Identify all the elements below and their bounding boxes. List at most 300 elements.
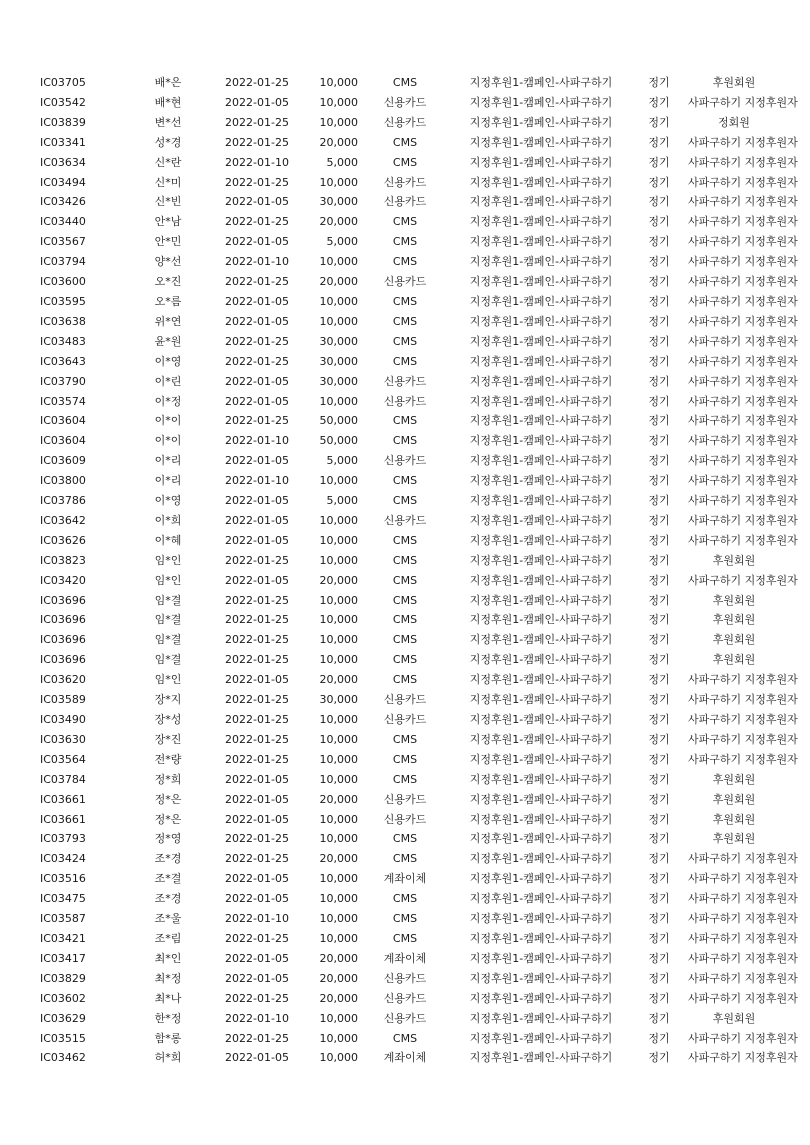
donor-name: 정*희: [154, 772, 182, 786]
payment-method: CMS: [392, 852, 418, 866]
payment-method: CMS: [392, 732, 418, 746]
donor-name: 조*울: [154, 912, 182, 926]
table-row: [40, 969, 780, 989]
donation-date: 2022-01-05: [225, 971, 289, 985]
member-grade: 사파구하기 지정후원자: [688, 255, 798, 269]
donation-amount: 10,000: [319, 314, 358, 328]
donor-id: IC03630: [40, 732, 86, 746]
donor-name: 임*결: [154, 633, 182, 647]
donor-id: IC03515: [40, 1031, 86, 1045]
donor-name: 한*정: [154, 1011, 182, 1025]
table-row: [40, 610, 780, 630]
table-row: [40, 272, 780, 292]
donation-date: 2022-01-25: [225, 593, 289, 607]
payment-method: CMS: [392, 235, 418, 249]
donation-date: 2022-01-05: [225, 812, 289, 826]
donor-id: IC03643: [40, 354, 86, 368]
payment-method: CMS: [392, 414, 418, 428]
table-row: [40, 1009, 780, 1029]
donation-amount: 5,000: [326, 155, 358, 169]
payment-method: 신용카드: [383, 713, 427, 726]
member-grade: 후원회원: [712, 653, 756, 667]
member-grade: 사파구하기 지정후원자: [688, 235, 798, 249]
member-grade: 사파구하기 지정후원자: [688, 175, 798, 189]
donation-amount: 10,000: [319, 912, 358, 926]
member-grade: 사파구하기 지정후원자: [688, 573, 798, 587]
donor-name: 오*진: [154, 275, 182, 289]
donor-name: 윤*원: [154, 334, 182, 348]
donor-name: 임*결: [154, 593, 182, 607]
donor-id: IC03696: [40, 653, 86, 667]
table-row: [40, 531, 780, 551]
payment-method: CMS: [392, 434, 418, 448]
donor-id: IC03609: [40, 454, 86, 468]
donation-date: 2022-01-25: [225, 215, 289, 229]
donation-type: 정기: [648, 454, 670, 468]
table-row: [40, 810, 780, 830]
donation-type: 정기: [648, 971, 670, 985]
table-row: [40, 889, 780, 909]
campaign-name: 지정후원1-캠페인-사파구하기: [469, 255, 613, 269]
donor-id: IC03629: [40, 1011, 86, 1025]
donor-id: IC03567: [40, 235, 86, 249]
member-grade: 후원회원: [712, 1011, 756, 1025]
member-grade: 사파구하기 지정후원자: [688, 95, 798, 109]
donation-date: 2022-01-25: [225, 275, 289, 289]
table-row: [40, 73, 780, 93]
campaign-name: 지정후원1-캠페인-사파구하기: [469, 294, 613, 308]
donation-type: 정기: [648, 513, 670, 527]
donation-date: 2022-01-05: [225, 892, 289, 906]
table-row: [40, 451, 780, 471]
donor-name: 임*인: [154, 553, 182, 567]
donation-amount: 10,000: [319, 95, 358, 109]
donation-amount: 20,000: [319, 215, 358, 229]
donation-amount: 30,000: [319, 334, 358, 348]
campaign-name: 지정후원1-캠페인-사파구하기: [469, 175, 613, 189]
donation-type: 정기: [648, 494, 670, 508]
member-grade: 사파구하기 지정후원자: [688, 155, 798, 169]
donation-amount: 10,000: [319, 1031, 358, 1045]
donation-type: 정기: [648, 832, 670, 846]
donation-date: 2022-01-25: [225, 852, 289, 866]
donor-id: IC03620: [40, 673, 86, 687]
donor-name: 양*선: [154, 255, 182, 269]
table-row: [40, 153, 780, 173]
member-grade: 후원회원: [712, 76, 756, 89]
payment-method: 신용카드: [383, 971, 427, 985]
member-grade: 후원회원: [712, 792, 756, 806]
member-grade: 사파구하기 지정후원자: [688, 474, 798, 488]
donor-id: IC03595: [40, 294, 86, 308]
donation-amount: 10,000: [319, 713, 358, 726]
table-row: [40, 571, 780, 591]
payment-method: CMS: [392, 772, 418, 786]
donation-type: 정기: [648, 76, 670, 89]
payment-method: 계좌이체: [383, 1051, 427, 1065]
member-grade: 사파구하기 지정후원자: [688, 434, 798, 448]
donor-id: IC03462: [40, 1051, 86, 1065]
donation-date: 2022-01-05: [225, 314, 289, 328]
campaign-name: 지정후원1-캠페인-사파구하기: [469, 354, 613, 368]
donation-amount: 20,000: [319, 792, 358, 806]
table-row: [40, 989, 780, 1009]
donor-name: 변*선: [154, 115, 182, 129]
campaign-name: 지정후원1-캠페인-사파구하기: [469, 1031, 613, 1045]
donation-type: 정기: [648, 713, 670, 726]
campaign-name: 지정후원1-캠페인-사파구하기: [469, 474, 613, 488]
campaign-name: 지정후원1-캠페인-사파구하기: [469, 653, 613, 667]
donor-name: 정*영: [154, 832, 182, 846]
table-row: [40, 829, 780, 849]
donor-id: IC03516: [40, 872, 86, 886]
donor-name: 신*빈: [154, 195, 182, 209]
member-grade: 사파구하기 지정후원자: [688, 454, 798, 468]
payment-method: 신용카드: [383, 792, 427, 806]
table-row: [40, 173, 780, 193]
donation-type: 정기: [648, 155, 670, 169]
member-grade: 후원회원: [712, 832, 756, 846]
donation-date: 2022-01-25: [225, 553, 289, 567]
donor-id: IC03440: [40, 215, 86, 229]
payment-method: CMS: [392, 931, 418, 945]
donation-amount: 30,000: [319, 354, 358, 368]
donor-id: IC03794: [40, 255, 86, 269]
donation-type: 정기: [648, 394, 670, 408]
donation-date: 2022-01-05: [225, 772, 289, 786]
payment-method: CMS: [392, 533, 418, 547]
payment-method: CMS: [392, 752, 418, 766]
campaign-name: 지정후원1-캠페인-사파구하기: [469, 434, 613, 448]
donor-name: 이*린: [154, 374, 182, 388]
donor-id: IC03786: [40, 494, 86, 508]
campaign-name: 지정후원1-캠페인-사파구하기: [469, 1011, 613, 1025]
donation-type: 정기: [648, 115, 670, 129]
member-grade: 사파구하기 지정후원자: [688, 494, 798, 508]
payment-method: 신용카드: [383, 275, 427, 289]
donor-name: 이*리: [154, 454, 182, 468]
donation-date: 2022-01-05: [225, 294, 289, 308]
campaign-name: 지정후원1-캠페인-사파구하기: [469, 832, 613, 846]
member-grade: 사파구하기 지정후원자: [688, 1031, 798, 1045]
campaign-name: 지정후원1-캠페인-사파구하기: [469, 872, 613, 886]
payment-method: 계좌이체: [383, 872, 427, 886]
table-row: [40, 551, 780, 571]
payment-method: CMS: [392, 294, 418, 308]
donation-amount: 20,000: [319, 135, 358, 149]
donation-amount: 10,000: [319, 593, 358, 607]
donation-amount: 10,000: [319, 832, 358, 846]
donor-id: IC03341: [40, 135, 86, 149]
donor-id: IC03790: [40, 374, 86, 388]
donor-id: IC03638: [40, 314, 86, 328]
donor-id: IC03574: [40, 394, 86, 408]
table-row: [40, 511, 780, 531]
donation-amount: 20,000: [319, 275, 358, 289]
table-row: [40, 1048, 780, 1068]
member-grade: 사파구하기 지정후원자: [688, 732, 798, 746]
member-grade: 사파구하기 지정후원자: [688, 912, 798, 926]
member-grade: 정회원: [718, 115, 750, 129]
payment-method: 신용카드: [383, 95, 427, 109]
donor-name: 이*이: [154, 434, 182, 448]
donation-type: 정기: [648, 1031, 670, 1045]
donation-date: 2022-01-25: [225, 135, 289, 149]
member-grade: 사파구하기 지정후원자: [688, 533, 798, 547]
donation-date: 2022-01-05: [225, 235, 289, 249]
member-grade: 사파구하기 지정후원자: [688, 513, 798, 527]
member-grade: 후원회원: [712, 613, 756, 627]
payment-method: 계좌이체: [383, 951, 427, 965]
table-row: [40, 949, 780, 969]
campaign-name: 지정후원1-캠페인-사파구하기: [469, 195, 613, 209]
donation-date: 2022-01-05: [225, 513, 289, 527]
payment-method: 신용카드: [383, 513, 427, 527]
donation-type: 정기: [648, 235, 670, 249]
donor-name: 이*영: [154, 494, 182, 508]
campaign-name: 지정후원1-캠페인-사파구하기: [469, 76, 613, 89]
payment-method: CMS: [392, 76, 418, 89]
donation-amount: 10,000: [319, 653, 358, 667]
donation-type: 정기: [648, 912, 670, 926]
table-row: [40, 192, 780, 212]
campaign-name: 지정후원1-캠페인-사파구하기: [469, 533, 613, 547]
campaign-name: 지정후원1-캠페인-사파구하기: [469, 454, 613, 468]
member-grade: 사파구하기 지정후원자: [688, 713, 798, 726]
donation-amount: 10,000: [319, 613, 358, 627]
table-row: [40, 431, 780, 451]
donation-type: 정기: [648, 195, 670, 209]
donation-amount: 10,000: [319, 1011, 358, 1025]
table-row: [40, 1029, 780, 1049]
payment-method: 신용카드: [383, 991, 427, 1005]
donation-date: 2022-01-05: [225, 573, 289, 587]
donation-date: 2022-01-10: [225, 255, 289, 269]
campaign-name: 지정후원1-캠페인-사파구하기: [469, 155, 613, 169]
donation-type: 정기: [648, 752, 670, 766]
payment-method: 신용카드: [383, 374, 427, 388]
table-row: [40, 113, 780, 133]
table-row: [40, 690, 780, 710]
campaign-name: 지정후원1-캠페인-사파구하기: [469, 892, 613, 906]
donation-amount: 10,000: [319, 175, 358, 189]
donor-name: 이*혜: [154, 533, 182, 547]
donor-name: 조*결: [154, 872, 182, 886]
donor-name: 정*은: [154, 792, 182, 806]
donation-date: 2022-01-25: [225, 653, 289, 667]
donation-amount: 10,000: [319, 1051, 358, 1065]
campaign-name: 지정후원1-캠페인-사파구하기: [469, 792, 613, 806]
donor-id: IC03626: [40, 533, 86, 547]
campaign-name: 지정후원1-캠페인-사파구하기: [469, 633, 613, 647]
ledger-body: [40, 73, 798, 1068]
donation-date: 2022-01-10: [225, 155, 289, 169]
donor-name: 신*란: [154, 155, 182, 169]
donation-date: 2022-01-25: [225, 1031, 289, 1045]
donor-name: 최*인: [154, 951, 182, 965]
payment-method: 신용카드: [383, 812, 427, 826]
donation-amount: 5,000: [326, 494, 358, 508]
member-grade: 사파구하기 지정후원자: [688, 195, 798, 209]
donation-amount: 10,000: [319, 752, 358, 766]
donor-id: IC03784: [40, 772, 86, 786]
donation-amount: 10,000: [319, 394, 358, 408]
donation-date: 2022-01-10: [225, 1011, 289, 1025]
donation-amount: 20,000: [319, 951, 358, 965]
donation-type: 정기: [648, 633, 670, 647]
donor-id: IC03604: [40, 434, 86, 448]
payment-method: 신용카드: [383, 1011, 427, 1025]
donation-date: 2022-01-05: [225, 494, 289, 508]
member-grade: 후원회원: [712, 593, 756, 607]
donation-amount: 20,000: [319, 991, 358, 1005]
donor-id: IC03475: [40, 892, 86, 906]
donor-id: IC03490: [40, 713, 86, 726]
donation-amount: 50,000: [319, 414, 358, 428]
donation-amount: 10,000: [319, 76, 358, 89]
donor-name: 최*정: [154, 971, 182, 985]
payment-method: CMS: [392, 892, 418, 906]
donation-type: 정기: [648, 354, 670, 368]
donation-type: 정기: [648, 533, 670, 547]
donor-id: IC03839: [40, 115, 86, 129]
donor-id: IC03705: [40, 76, 86, 89]
donor-id: IC03420: [40, 573, 86, 587]
donor-id: IC03564: [40, 752, 86, 766]
donation-type: 정기: [648, 275, 670, 289]
campaign-name: 지정후원1-캠페인-사파구하기: [469, 573, 613, 587]
payment-method: CMS: [392, 255, 418, 269]
donation-type: 정기: [648, 792, 670, 806]
donation-type: 정기: [648, 931, 670, 945]
payment-method: 신용카드: [383, 115, 427, 129]
donation-date: 2022-01-25: [225, 115, 289, 129]
table-row: [40, 849, 780, 869]
donor-id: IC03793: [40, 832, 86, 846]
donor-name: 임*결: [154, 653, 182, 667]
donation-type: 정기: [648, 414, 670, 428]
donation-type: 정기: [648, 434, 670, 448]
donation-type: 정기: [648, 1011, 670, 1025]
donation-date: 2022-01-25: [225, 991, 289, 1005]
donation-amount: 20,000: [319, 852, 358, 866]
payment-method: CMS: [392, 912, 418, 926]
member-grade: 사파구하기 지정후원자: [688, 374, 798, 388]
donation-amount: 20,000: [319, 673, 358, 687]
donation-type: 정기: [648, 95, 670, 109]
donation-date: 2022-01-25: [225, 414, 289, 428]
member-grade: 사파구하기 지정후원자: [688, 394, 798, 408]
donation-date: 2022-01-25: [225, 76, 289, 89]
donation-date: 2022-01-10: [225, 912, 289, 926]
donor-id: IC03494: [40, 175, 86, 189]
member-grade: 후원회원: [712, 633, 756, 647]
donor-id: IC03587: [40, 912, 86, 926]
member-grade: 사파구하기 지정후원자: [688, 951, 798, 965]
table-row: [40, 591, 780, 611]
donor-name: 임*인: [154, 573, 182, 587]
donation-amount: 10,000: [319, 732, 358, 746]
member-grade: 사파구하기 지정후원자: [688, 1051, 798, 1065]
donation-type: 정기: [648, 255, 670, 269]
member-grade: 사파구하기 지정후원자: [688, 215, 798, 229]
campaign-name: 지정후원1-캠페인-사파구하기: [469, 852, 613, 866]
donation-date: 2022-01-05: [225, 792, 289, 806]
table-row: [40, 93, 780, 113]
donor-name: 성*경: [154, 135, 182, 149]
table-row: [40, 212, 780, 232]
donor-id: IC03589: [40, 693, 86, 707]
campaign-name: 지정후원1-캠페인-사파구하기: [469, 334, 613, 348]
donation-amount: 30,000: [319, 693, 358, 707]
payment-method: CMS: [392, 653, 418, 667]
donation-type: 정기: [648, 951, 670, 965]
donor-name: 신*미: [154, 175, 182, 189]
payment-method: CMS: [392, 494, 418, 508]
member-grade: 후원회원: [712, 772, 756, 786]
table-row: [40, 392, 780, 412]
donation-date: 2022-01-25: [225, 334, 289, 348]
donor-id: IC03829: [40, 971, 86, 985]
donor-name: 오*름: [154, 294, 182, 308]
campaign-name: 지정후원1-캠페인-사파구하기: [469, 553, 613, 567]
payment-method: CMS: [392, 334, 418, 348]
payment-method: CMS: [392, 673, 418, 687]
campaign-name: 지정후원1-캠페인-사파구하기: [469, 732, 613, 746]
payment-method: CMS: [392, 573, 418, 587]
campaign-name: 지정후원1-캠페인-사파구하기: [469, 951, 613, 965]
donation-date: 2022-01-05: [225, 394, 289, 408]
donation-type: 정기: [648, 693, 670, 707]
table-row: [40, 730, 780, 750]
campaign-name: 지정후원1-캠페인-사파구하기: [469, 713, 613, 726]
donation-type: 정기: [648, 673, 670, 687]
donation-amount: 10,000: [319, 892, 358, 906]
donation-amount: 30,000: [319, 195, 358, 209]
donation-date: 2022-01-05: [225, 951, 289, 965]
donation-amount: 10,000: [319, 772, 358, 786]
donation-amount: 10,000: [319, 255, 358, 269]
donation-amount: 50,000: [319, 434, 358, 448]
donor-name: 안*남: [154, 215, 182, 229]
payment-method: 신용카드: [383, 693, 427, 707]
donation-type: 정기: [648, 314, 670, 328]
table-row: [40, 372, 780, 392]
donation-amount: 10,000: [319, 513, 358, 527]
campaign-name: 지정후원1-캠페인-사파구하기: [469, 394, 613, 408]
member-grade: 후원회원: [712, 812, 756, 826]
member-grade: 사파구하기 지정후원자: [688, 275, 798, 289]
donation-type: 정기: [648, 613, 670, 627]
donation-type: 정기: [648, 872, 670, 886]
donation-amount: 20,000: [319, 573, 358, 587]
donation-date: 2022-01-25: [225, 832, 289, 846]
donation-date: 2022-01-25: [225, 732, 289, 746]
campaign-name: 지정후원1-캠페인-사파구하기: [469, 812, 613, 826]
donation-date: 2022-01-05: [225, 454, 289, 468]
payment-method: CMS: [392, 474, 418, 488]
donation-date: 2022-01-25: [225, 713, 289, 726]
donation-date: 2022-01-25: [225, 633, 289, 647]
campaign-name: 지정후원1-캠페인-사파구하기: [469, 673, 613, 687]
table-row: [40, 471, 780, 491]
donation-date: 2022-01-05: [225, 195, 289, 209]
donation-type: 정기: [648, 892, 670, 906]
table-row: [40, 292, 780, 312]
donor-id: IC03661: [40, 792, 86, 806]
donation-ledger-table: [40, 73, 798, 1068]
campaign-name: 지정후원1-캠페인-사파구하기: [469, 235, 613, 249]
